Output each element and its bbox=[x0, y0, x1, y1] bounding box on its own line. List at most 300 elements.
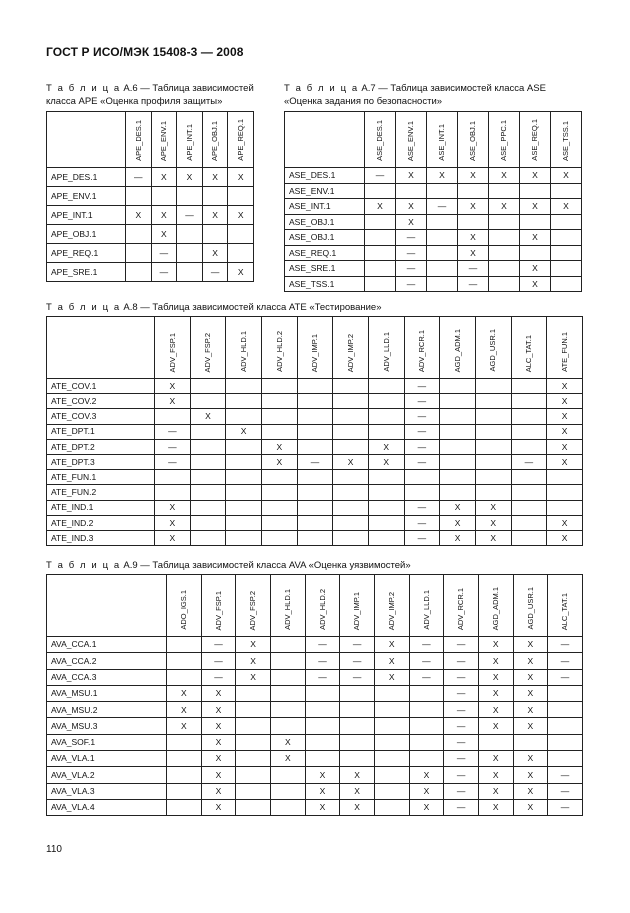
table-cell: — bbox=[340, 653, 375, 669]
column-header-label: APE_ENV.1 bbox=[159, 120, 169, 161]
table-cell bbox=[190, 515, 226, 530]
table-cell: X bbox=[151, 168, 177, 187]
table-cell bbox=[151, 187, 177, 206]
table-cell bbox=[190, 454, 226, 469]
table-cell: X bbox=[478, 783, 513, 799]
table-cell: X bbox=[409, 799, 444, 815]
table-row bbox=[285, 245, 582, 261]
table-row bbox=[47, 454, 583, 469]
table-cell bbox=[305, 718, 340, 734]
table-cell: — bbox=[340, 637, 375, 653]
column-header-label: ASE_OBJ.1 bbox=[468, 120, 478, 161]
table-cell bbox=[190, 394, 226, 409]
table-cell bbox=[548, 685, 583, 701]
row-label: ASE_SRE.1 bbox=[285, 261, 365, 277]
row-label: AVA_MSU.3 bbox=[47, 718, 167, 734]
table-cell bbox=[365, 276, 396, 292]
table-cell: — bbox=[444, 767, 479, 783]
header-row bbox=[47, 317, 583, 379]
row-label: APE_INT.1 bbox=[47, 206, 126, 225]
table-cell bbox=[475, 424, 511, 439]
column-header bbox=[226, 317, 262, 379]
table-cell: X bbox=[374, 669, 409, 685]
table-cell bbox=[167, 799, 202, 815]
table-cell bbox=[333, 379, 369, 394]
table-cell: X bbox=[513, 718, 548, 734]
table-cell: X bbox=[478, 751, 513, 767]
table-cell: X bbox=[202, 244, 228, 263]
table-row bbox=[47, 751, 583, 767]
column-header-label: ATE_FUN.1 bbox=[559, 332, 569, 372]
table-cell bbox=[548, 718, 583, 734]
table-cell bbox=[365, 214, 396, 230]
column-header-label: ADV_RCR.1 bbox=[417, 329, 427, 372]
table-cell bbox=[297, 500, 333, 515]
column-header bbox=[440, 317, 476, 379]
table-cell bbox=[261, 394, 297, 409]
column-header-label: ASE_DES.1 bbox=[375, 120, 385, 161]
column-header bbox=[511, 317, 547, 379]
table-row bbox=[47, 767, 583, 783]
table-cell: — bbox=[548, 799, 583, 815]
column-header-label: ADV_HLD.2 bbox=[274, 331, 284, 372]
column-header-label: ADV_IMP.1 bbox=[352, 591, 362, 630]
row-label: ATE_DPT.1 bbox=[47, 424, 155, 439]
table-cell bbox=[551, 214, 582, 230]
table-cell bbox=[305, 685, 340, 701]
column-header-label: AGD_ADM.1 bbox=[490, 586, 500, 630]
table-cell: X bbox=[478, 702, 513, 718]
table-cell bbox=[261, 409, 297, 424]
table-cell bbox=[190, 379, 226, 394]
table-cell bbox=[340, 751, 375, 767]
table-row bbox=[47, 485, 583, 500]
table-cell bbox=[297, 485, 333, 500]
column-header bbox=[201, 575, 236, 637]
table-cell bbox=[458, 183, 489, 199]
table-cell bbox=[520, 245, 551, 261]
column-header-label: ADV_FSP.2 bbox=[248, 590, 258, 630]
table-cell bbox=[297, 515, 333, 530]
column-header-label: AGD_USR.1 bbox=[488, 329, 498, 372]
table-cell bbox=[228, 225, 254, 244]
table-a6 bbox=[46, 111, 254, 282]
table-row bbox=[47, 187, 254, 206]
table-cell bbox=[226, 500, 262, 515]
table-cell bbox=[261, 485, 297, 500]
table-cell bbox=[236, 718, 271, 734]
table-cell: X bbox=[458, 245, 489, 261]
table-row bbox=[285, 261, 582, 277]
table-cell bbox=[551, 261, 582, 277]
column-header-label: ADV_HLD.1 bbox=[238, 331, 248, 372]
column-header bbox=[396, 112, 427, 168]
row-label: ATE_IND.2 bbox=[47, 515, 155, 530]
table-cell bbox=[226, 394, 262, 409]
row-label: AVA_MSU.1 bbox=[47, 685, 167, 701]
corner-cell bbox=[47, 317, 155, 379]
table-cell: X bbox=[167, 718, 202, 734]
table-cell: X bbox=[409, 783, 444, 799]
table-cell: X bbox=[365, 199, 396, 215]
table-cell: — bbox=[427, 199, 458, 215]
column-header bbox=[551, 112, 582, 168]
table-cell: X bbox=[478, 767, 513, 783]
table-cell: — bbox=[409, 653, 444, 669]
table-cell bbox=[427, 276, 458, 292]
column-header-label: ADV_HLD.2 bbox=[317, 589, 327, 630]
table-cell: X bbox=[151, 206, 177, 225]
column-header-label: ASE_ENV.1 bbox=[406, 120, 416, 161]
table-cell bbox=[297, 470, 333, 485]
table-cell bbox=[297, 439, 333, 454]
table-cell bbox=[190, 424, 226, 439]
table-cell: — bbox=[444, 783, 479, 799]
table-cell bbox=[511, 409, 547, 424]
table-cell: X bbox=[368, 454, 404, 469]
table-cell: — bbox=[444, 751, 479, 767]
table-cell: X bbox=[458, 230, 489, 246]
table-cell bbox=[333, 409, 369, 424]
table-cell bbox=[547, 500, 583, 515]
table-cell bbox=[511, 470, 547, 485]
table-cell: X bbox=[520, 261, 551, 277]
table-cell bbox=[551, 245, 582, 261]
table-cell bbox=[333, 500, 369, 515]
table-cell bbox=[440, 439, 476, 454]
table-cell bbox=[167, 783, 202, 799]
table-cell bbox=[511, 424, 547, 439]
table-cell: X bbox=[201, 718, 236, 734]
table-cell bbox=[404, 485, 440, 500]
table-cell bbox=[167, 767, 202, 783]
table-row bbox=[47, 718, 583, 734]
table-cell: — bbox=[404, 454, 440, 469]
table-cell bbox=[340, 734, 375, 750]
table-cell bbox=[396, 183, 427, 199]
table-cell: — bbox=[404, 515, 440, 530]
table-cell: X bbox=[475, 530, 511, 545]
table-cell: — bbox=[201, 653, 236, 669]
corner-cell bbox=[285, 112, 365, 168]
table-cell bbox=[551, 183, 582, 199]
table-cell bbox=[126, 225, 152, 244]
column-header bbox=[333, 317, 369, 379]
table-cell: X bbox=[440, 500, 476, 515]
table-cell: — bbox=[396, 261, 427, 277]
table-cell: X bbox=[475, 515, 511, 530]
caption-text: А.9 — Таблица зависимостей класса AVA «Оценка уязвимостей» bbox=[120, 560, 411, 571]
column-header-label: ASE_INT.1 bbox=[437, 124, 447, 161]
table-cell bbox=[551, 230, 582, 246]
table-cell: — bbox=[126, 168, 152, 187]
column-header bbox=[270, 575, 305, 637]
table-cell bbox=[270, 718, 305, 734]
header-row bbox=[47, 112, 254, 168]
table-a8 bbox=[46, 316, 583, 546]
table-cell: X bbox=[236, 653, 271, 669]
table-cell bbox=[177, 187, 203, 206]
table-cell bbox=[236, 685, 271, 701]
table-cell: X bbox=[228, 168, 254, 187]
table-cell: X bbox=[409, 767, 444, 783]
table-cell: X bbox=[513, 685, 548, 701]
table-cell bbox=[368, 530, 404, 545]
table-cell bbox=[236, 799, 271, 815]
table-row bbox=[47, 515, 583, 530]
table-cell bbox=[226, 439, 262, 454]
table-cell: — bbox=[202, 263, 228, 282]
table-cell: — bbox=[404, 424, 440, 439]
column-header bbox=[155, 317, 191, 379]
table-cell: — bbox=[409, 637, 444, 653]
column-header bbox=[236, 575, 271, 637]
table-cell bbox=[228, 187, 254, 206]
column-header bbox=[478, 575, 513, 637]
column-header-label: ADV_IMP.1 bbox=[310, 333, 320, 372]
table-cell: X bbox=[551, 199, 582, 215]
column-header-label: ADV_FSP.1 bbox=[167, 332, 177, 372]
table-cell: X bbox=[440, 515, 476, 530]
row-label: ATE_DPT.3 bbox=[47, 454, 155, 469]
table-cell bbox=[374, 702, 409, 718]
page-number: 110 bbox=[46, 844, 62, 855]
table-row bbox=[285, 230, 582, 246]
table-cell: X bbox=[458, 199, 489, 215]
table-cell bbox=[270, 653, 305, 669]
page-title: ГОСТ Р ИСО/МЭК 15408-3 — 2008 bbox=[46, 45, 244, 59]
table-cell: — bbox=[396, 276, 427, 292]
caption-text: А.6 — Таблица зависимостей класса APE «Оценка профиля защиты» bbox=[46, 83, 254, 107]
table-cell: — bbox=[511, 454, 547, 469]
row-label: ATE_COV.3 bbox=[47, 409, 155, 424]
table-cell bbox=[427, 261, 458, 277]
table-cell bbox=[489, 230, 520, 246]
table-cell bbox=[551, 276, 582, 292]
row-label: ASE_REQ.1 bbox=[285, 245, 365, 261]
header-row bbox=[47, 575, 583, 637]
table-cell: X bbox=[151, 225, 177, 244]
column-header bbox=[475, 317, 511, 379]
table-cell bbox=[228, 244, 254, 263]
table-cell: X bbox=[513, 799, 548, 815]
table-cell: X bbox=[190, 409, 226, 424]
table-cell: — bbox=[177, 206, 203, 225]
column-header bbox=[167, 575, 202, 637]
table-cell: X bbox=[270, 734, 305, 750]
table-row bbox=[47, 653, 583, 669]
column-header-label: APE_DES.1 bbox=[133, 120, 143, 161]
table-row bbox=[47, 379, 583, 394]
table-cell bbox=[511, 500, 547, 515]
table-cell: X bbox=[340, 783, 375, 799]
row-label: ASE_DES.1 bbox=[285, 168, 365, 184]
table-row bbox=[285, 214, 582, 230]
table-row bbox=[47, 685, 583, 701]
table-cell bbox=[261, 515, 297, 530]
table-cell bbox=[427, 230, 458, 246]
table-cell: X bbox=[513, 669, 548, 685]
table-cell: X bbox=[201, 702, 236, 718]
table-cell bbox=[365, 230, 396, 246]
table-cell: X bbox=[478, 799, 513, 815]
table-cell bbox=[333, 470, 369, 485]
table-cell bbox=[297, 530, 333, 545]
table-cell bbox=[126, 244, 152, 263]
row-label: ATE_FUN.2 bbox=[47, 485, 155, 500]
table-row bbox=[47, 470, 583, 485]
table-cell bbox=[458, 214, 489, 230]
table-cell: — bbox=[155, 424, 191, 439]
table-cell: X bbox=[261, 454, 297, 469]
column-header-label: ADV_IMP.2 bbox=[387, 591, 397, 630]
table-cell: — bbox=[201, 669, 236, 685]
table-cell: — bbox=[548, 783, 583, 799]
table-cell bbox=[333, 515, 369, 530]
table-row bbox=[47, 244, 254, 263]
table-cell: X bbox=[261, 439, 297, 454]
column-header-label: ADO_IGS.1 bbox=[179, 590, 189, 630]
table-cell: X bbox=[167, 685, 202, 701]
column-header-label: ALC_TAT.1 bbox=[524, 334, 534, 372]
table-cell: — bbox=[201, 637, 236, 653]
table-cell bbox=[548, 702, 583, 718]
table-cell: — bbox=[396, 230, 427, 246]
column-header-label: ASE_TSS.1 bbox=[561, 120, 571, 161]
table-cell bbox=[440, 470, 476, 485]
table-row bbox=[47, 225, 254, 244]
table-cell bbox=[297, 394, 333, 409]
table-cell: X bbox=[236, 637, 271, 653]
table-cell: — bbox=[444, 718, 479, 734]
table-cell bbox=[409, 734, 444, 750]
table-cell: X bbox=[270, 751, 305, 767]
column-header bbox=[305, 575, 340, 637]
table-cell bbox=[167, 751, 202, 767]
row-label: ASE_OBJ.1 bbox=[285, 230, 365, 246]
table-cell: X bbox=[458, 168, 489, 184]
row-label: ATE_IND.3 bbox=[47, 530, 155, 545]
table-cell: X bbox=[513, 751, 548, 767]
table-cell bbox=[374, 799, 409, 815]
table-cell bbox=[489, 276, 520, 292]
row-label: AVA_CCA.1 bbox=[47, 637, 167, 653]
table-cell: X bbox=[513, 783, 548, 799]
table-row bbox=[47, 799, 583, 815]
table-cell bbox=[427, 245, 458, 261]
table-cell bbox=[226, 485, 262, 500]
table-cell: X bbox=[427, 168, 458, 184]
table-cell bbox=[374, 734, 409, 750]
header-row bbox=[285, 112, 582, 168]
table-cell: X bbox=[201, 783, 236, 799]
column-header-label: APE_INT.1 bbox=[184, 124, 194, 161]
table-cell bbox=[365, 183, 396, 199]
table-cell bbox=[236, 767, 271, 783]
corner-cell bbox=[47, 575, 167, 637]
table-cell bbox=[520, 183, 551, 199]
row-label: AVA_VLA.4 bbox=[47, 799, 167, 815]
row-label: AVA_SOF.1 bbox=[47, 734, 167, 750]
row-label: ASE_OBJ.1 bbox=[285, 214, 365, 230]
row-label: ATE_COV.2 bbox=[47, 394, 155, 409]
table-cell bbox=[368, 485, 404, 500]
column-header bbox=[228, 112, 254, 168]
table-cell: X bbox=[228, 206, 254, 225]
table-cell: — bbox=[404, 500, 440, 515]
table-cell bbox=[440, 454, 476, 469]
table-cell bbox=[511, 379, 547, 394]
table-row bbox=[47, 263, 254, 282]
table-cell: X bbox=[305, 799, 340, 815]
row-label: ATE_FUN.1 bbox=[47, 470, 155, 485]
table-cell: X bbox=[201, 685, 236, 701]
table-cell bbox=[190, 530, 226, 545]
table-cell bbox=[167, 669, 202, 685]
table-row bbox=[47, 637, 583, 653]
table-cell bbox=[270, 799, 305, 815]
table-cell bbox=[333, 530, 369, 545]
table-cell bbox=[270, 637, 305, 653]
row-label: ATE_COV.1 bbox=[47, 379, 155, 394]
table-cell bbox=[297, 379, 333, 394]
table-cell bbox=[511, 439, 547, 454]
table-cell: X bbox=[201, 734, 236, 750]
table-cell: X bbox=[368, 439, 404, 454]
table-cell: — bbox=[458, 261, 489, 277]
table-cell: — bbox=[305, 637, 340, 653]
table-cell: X bbox=[340, 767, 375, 783]
table-cell bbox=[261, 470, 297, 485]
row-label: APE_DES.1 bbox=[47, 168, 126, 187]
table-cell bbox=[236, 702, 271, 718]
column-header-label: ASE_PPC.1 bbox=[499, 120, 509, 161]
column-header bbox=[444, 575, 479, 637]
table-cell: — bbox=[297, 454, 333, 469]
table-cell: — bbox=[444, 799, 479, 815]
column-header bbox=[547, 317, 583, 379]
table-cell bbox=[365, 261, 396, 277]
table-cell bbox=[333, 439, 369, 454]
table-cell bbox=[368, 394, 404, 409]
table-cell bbox=[547, 470, 583, 485]
table-cell bbox=[126, 263, 152, 282]
table-cell: — bbox=[151, 244, 177, 263]
table-row bbox=[47, 394, 583, 409]
table-a7 bbox=[284, 111, 582, 292]
table-cell: X bbox=[547, 409, 583, 424]
column-header bbox=[427, 112, 458, 168]
table-cell: X bbox=[340, 799, 375, 815]
table-cell: — bbox=[340, 669, 375, 685]
table-cell bbox=[475, 379, 511, 394]
table-cell: X bbox=[236, 669, 271, 685]
table-cell: X bbox=[489, 168, 520, 184]
table-cell bbox=[261, 379, 297, 394]
corner-cell bbox=[47, 112, 126, 168]
table-cell bbox=[226, 530, 262, 545]
column-header-label: ADV_FSP.1 bbox=[213, 590, 223, 630]
table-cell: X bbox=[201, 799, 236, 815]
table-cell bbox=[440, 379, 476, 394]
table-row bbox=[285, 183, 582, 199]
table-cell: X bbox=[155, 530, 191, 545]
table-cell bbox=[155, 485, 191, 500]
table-cell: — bbox=[404, 530, 440, 545]
table-cell bbox=[202, 225, 228, 244]
table-cell: X bbox=[513, 702, 548, 718]
table-cell bbox=[489, 245, 520, 261]
